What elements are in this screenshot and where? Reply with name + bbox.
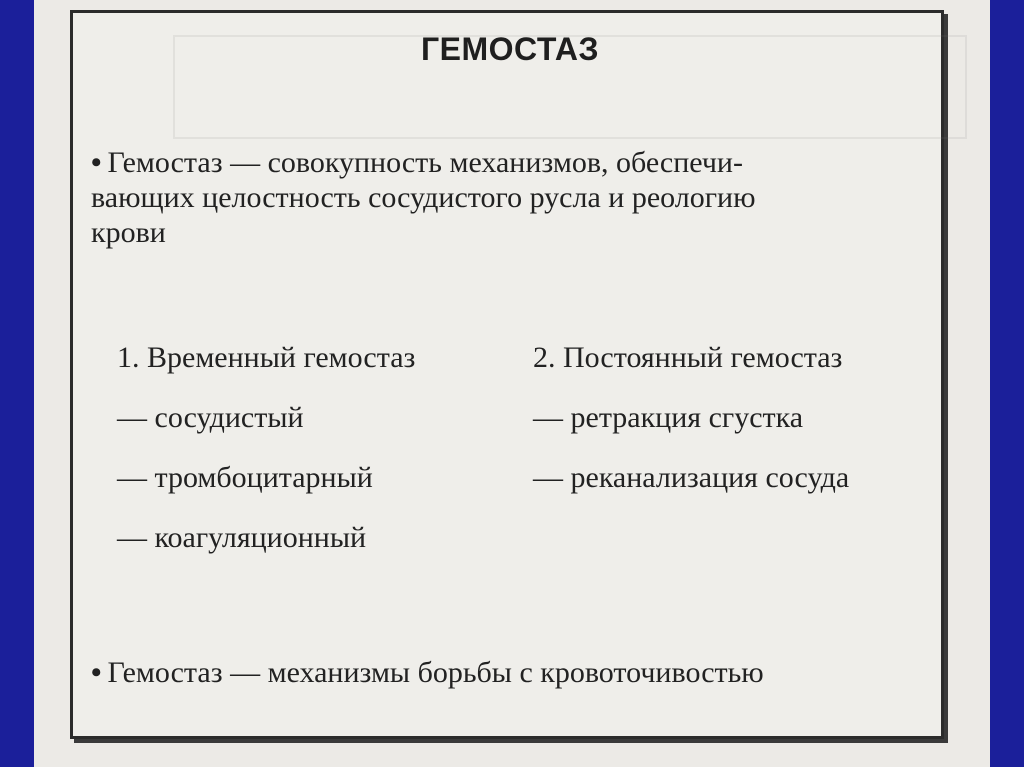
temporary-item: — тромбоцитарный xyxy=(117,461,373,494)
temporary-item: — коагуляционный xyxy=(117,521,367,554)
permanent-item: — реканализация сосуда xyxy=(533,461,850,494)
definition-line-3: крови xyxy=(91,216,166,249)
temporary-hemostasis-list xyxy=(117,343,497,583)
content-frame xyxy=(70,10,944,739)
definition-paragraph xyxy=(91,145,931,250)
second-definition: • Гемостаз — механизмы борьбы с кровоточивостью xyxy=(91,656,764,689)
bullet-icon: • xyxy=(91,656,102,689)
permanent-hemostasis-list xyxy=(533,343,933,523)
definition-line-1: • Гемостаз — совокупность механизмов, обеспечи- xyxy=(91,146,743,179)
bullet-icon: • xyxy=(91,146,102,179)
page-title: ГЕМОСТАЗ xyxy=(420,31,600,67)
temporary-heading: 1. Временный гемостаз xyxy=(117,341,416,374)
definition-line-2: вающих целостность сосудистого русла и реологию xyxy=(91,181,756,214)
permanent-item: — ретракция сгустка xyxy=(533,401,804,434)
permanent-heading: 2. Постоянный гемостаз xyxy=(533,341,843,374)
temporary-item: — сосудистый xyxy=(117,401,304,434)
